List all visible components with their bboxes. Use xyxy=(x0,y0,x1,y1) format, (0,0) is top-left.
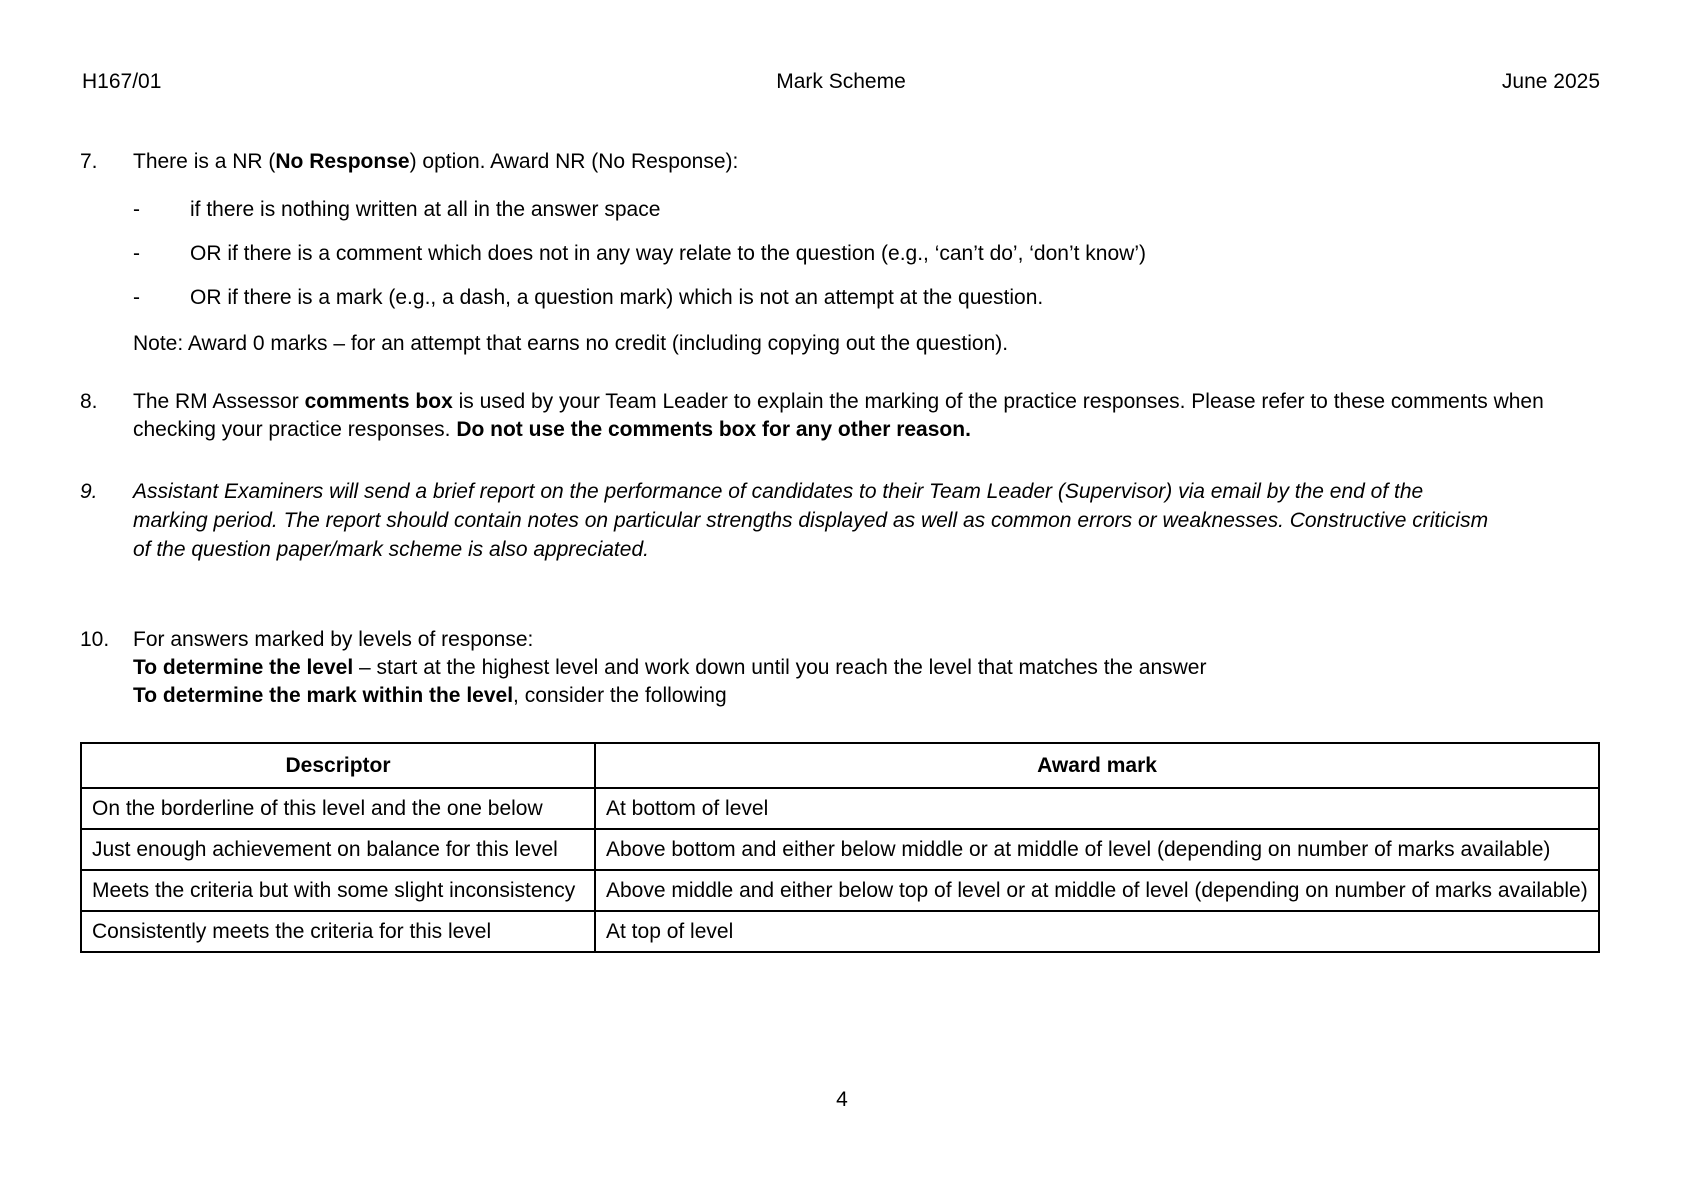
descriptor-cell: Just enough achievement on balance for this level xyxy=(81,829,595,870)
table-row xyxy=(81,870,1599,911)
item-10-body xyxy=(133,626,1600,710)
doc-date: June 2025 xyxy=(1501,70,1600,93)
item-7-note: Note: Award 0 marks – for an attempt that earns no credit (including copying out the question). xyxy=(133,332,1009,355)
item-10 xyxy=(80,626,1600,710)
award-mark-cell: At top of level xyxy=(595,911,1599,952)
table-header-descriptor: Descriptor xyxy=(81,743,595,788)
bullet-item xyxy=(133,240,1600,268)
award-mark-cell: Above bottom and either below middle or at middle of level (depending on number of marks available) xyxy=(595,829,1599,870)
page-number: 4 xyxy=(836,1088,848,1111)
table-header-row xyxy=(81,743,1599,788)
item-8-body: The RM Assessor comments box is used by your Team Leader to explain the marking of the practice responses. Please refer to these comments when checking your practice responses. Do not use the comments box for any other reason. xyxy=(133,390,1544,441)
descriptor-cell: On the borderline of this level and the one below xyxy=(81,788,595,829)
item-10-line-2: To determine the level – start at the highest level and work down until you reach the level that matches the answer xyxy=(133,656,1207,679)
award-mark-cell: Above middle and either below top of level or at middle of level (depending on number of marks available) xyxy=(595,870,1599,911)
item-9 xyxy=(80,477,1600,564)
levels-of-response-table xyxy=(80,742,1600,953)
item-10-line-3: To determine the mark within the level, consider the following xyxy=(133,684,727,707)
item-7-number: 7. xyxy=(80,150,98,173)
item-10-number: 10. xyxy=(80,628,110,651)
bullet-item xyxy=(133,284,1600,312)
table-header-award-mark: Award mark xyxy=(595,743,1599,788)
bullet-text: OR if there is a mark (e.g., a dash, a question mark) which is not an attempt at the question. xyxy=(190,286,1044,309)
item-8 xyxy=(80,388,1600,444)
descriptor-cell: Consistently meets the criteria for this level xyxy=(81,911,595,952)
item-7-intro: There is a NR (No Response) option. Award NR (No Response): xyxy=(133,150,739,173)
award-mark-cell: At bottom of level xyxy=(595,788,1599,829)
bullet-dash: - xyxy=(133,242,140,265)
item-9-body: Assistant Examiners will send a brief report on the performance of candidates to their Team Leader (Supervisor) via email by the end of the marking period. The report should contain notes on particular strengths displayed as well as common errors or weaknesses. Constructive criticism of the question paper/mark scheme is also appreciated. xyxy=(133,480,1489,561)
bullet-item xyxy=(133,196,1600,224)
item-7 xyxy=(80,148,1600,358)
table-row xyxy=(81,829,1599,870)
page-header xyxy=(0,0,1684,96)
page-title: Mark Scheme xyxy=(776,70,906,93)
doc-code: H167/01 xyxy=(82,70,162,93)
item-9-number: 9. xyxy=(80,480,98,503)
bullet-text: OR if there is a comment which does not in any way relate to the question (e.g., ‘can’t do’, ‘don’t know’) xyxy=(190,242,1146,265)
item-7-body xyxy=(133,148,1600,358)
item-8-number: 8. xyxy=(80,390,98,413)
bullet-text: if there is nothing written at all in the answer space xyxy=(190,198,661,221)
table-row xyxy=(81,911,1599,952)
item-10-line-1: For answers marked by levels of response: xyxy=(133,628,534,651)
table-row xyxy=(81,788,1599,829)
descriptor-cell: Meets the criteria but with some slight inconsistency xyxy=(81,870,595,911)
bullet-dash: - xyxy=(133,198,140,221)
page-content xyxy=(0,148,1684,953)
bullet-dash: - xyxy=(133,286,140,309)
